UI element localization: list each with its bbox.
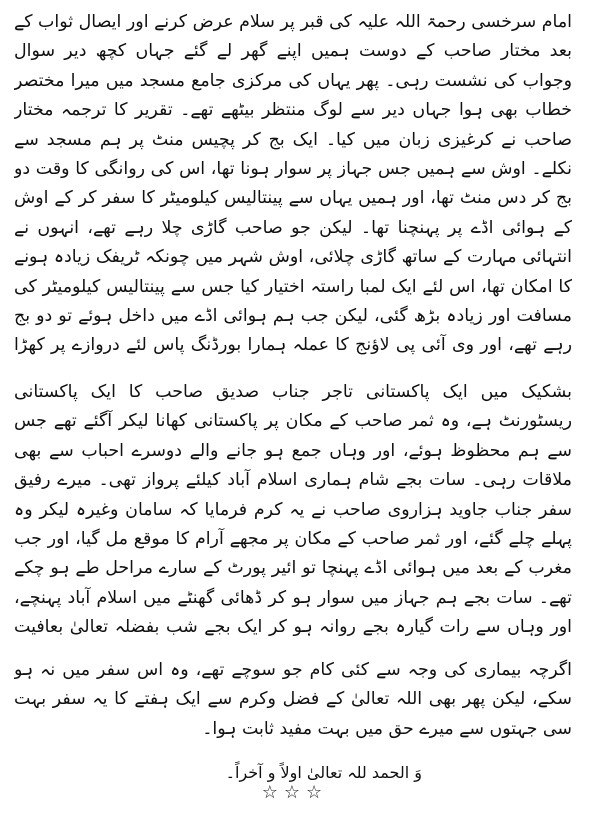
paragraph-conclusion: اگرچہ بیماری کی وجہ سے کئی کام جو سوچے تھے، وہ اس سفر میں نہ ہو سکے، لیکن پھر بھی اللہ تعالیٰ کے فضل وکرم سے ایک ہفتے کا یہ سفر بہت سی جہتوں سے میرے حق میں بہت مفید ثابت ہوا۔ — [14, 660, 572, 739]
paragraph-journey-to-bishkek: امام سرخسی رحمۃ اللہ علیہ کی قبر پر سلام عرض کرنے اور ایصال ثواب کے بعد مختار صاحب کے دوست ہمیں اپنے گھر لے گئے جہاں کچھ دیر سوال وجواب کی نشست رہی۔ پھر یہاں کی مرکزی جامع مسجد میں میرا مختصر خطاب بھی ہوا جہاں دیر سے لوگ منتظر بیٹھے تھے۔ تقریر کا ترجمہ مختار صاحب نے کرغیزی زبان میں کیا۔ ایک بج کر پچیس منٹ پر ہم مسجد سے نکلے۔ اوش سے ہمیں جس جہاز پر سوار ہونا تھا، اس کی روانگی کا وقت دو بج کر دس منٹ تھا، اور ہمیں یہاں سے پینتالیس کیلومیٹر کا سفر کر کے اوش کے ہوائی اڈے پر پہنچنا تھا۔ لیکن جو صاحب گاڑی چلا رہے تھے، انہوں نے انتہائی مہارت کے ساتھ گاڑی چلائی، اوش شہر میں چونکہ ٹریفک زیادہ ہونے کا امکان تھا، اس لئے ایک لمبا راستہ اختیار کیا جس سے پینتالیس کیلومیٹر کی مسافت اور زیادہ بڑھ گئی، لیکن جب ہم ہوائی اڈے میں داخل ہوئے تو دو بج رہے تھے، اور وی آئی پی لاؤنج کا عملہ ہمارا بورڈنگ پاس لئے دروازے پر کھڑا — [14, 12, 572, 356]
paragraph-bishkek-to-karachi: بشکیک میں ایک پاکستانی تاجر جناب صدیق صاحب کا ایک پاکستانی ریسٹورنٹ ہے، وہ ثمر صاحب کے مکان پر پاکستانی کھانا لیکر آگئے تھے جس سے ہم محظوظ ہوئے، اور وہاں جمع ہو جانے والے دوسرے احباب سے بھی ملاقات رہی۔ سات بجے شام ہماری اسلام آباد کیلئے پرواز تھی۔ میرے رفیق سفر جناب جاوید ہزاروی صاحب نے یہ کرم فرمایا کہ سامان وغیرہ لیکر وہ پہلے چلے گئے، اور ثمر صاحب کے مکان پر مجھے آرام کا موقع مل گیا، اور جب مغرب کے بعد میں ہوائی اڈے پہنچا تو ائیر پورٹ کے سارے مراحل طے ہو چکے تھے۔ سات بجے ہم جہاز میں سوار ہو کر ڈھائی گھنٹے میں اسلام آباد پہنچے، اور وہاں سے رات گیارہ بجے روانہ ہو کر ایک بجے شب بفضلہ تعالیٰ بعافیت — [14, 382, 572, 638]
closing-praise: وَ الحمد للہ تعالیٰ اولاً و آخراً۔ — [225, 763, 422, 782]
section-separator-stars: ☆☆☆ — [261, 782, 329, 803]
